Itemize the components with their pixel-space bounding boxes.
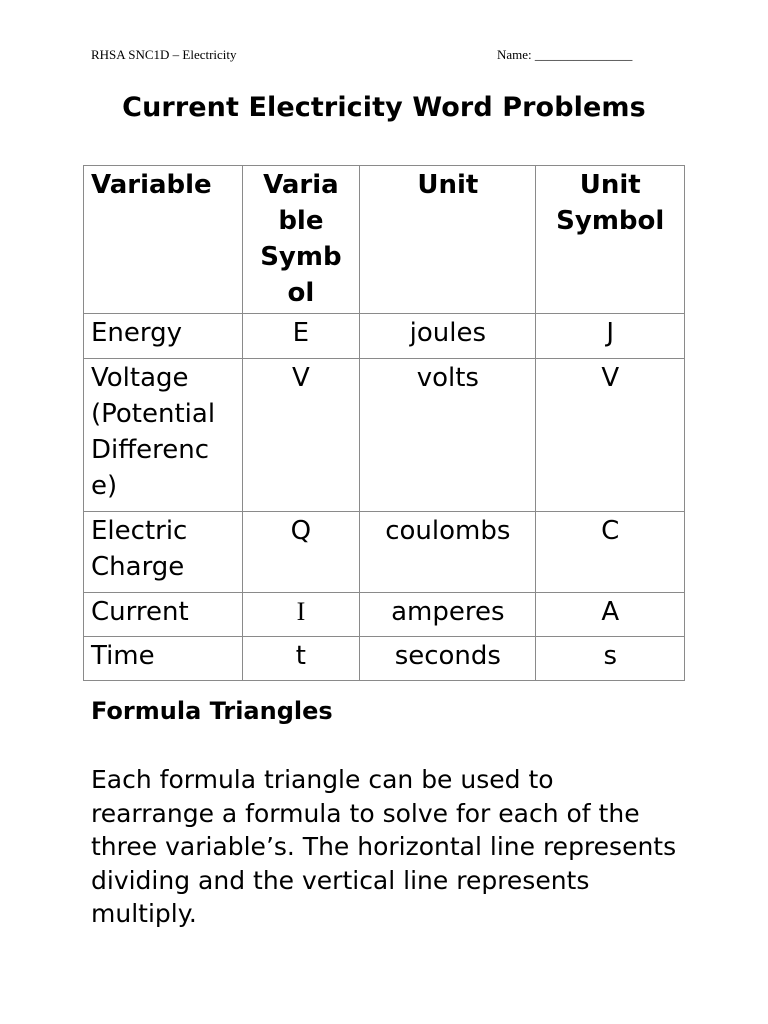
table-cell: s: [536, 637, 685, 681]
table-cell: I: [242, 593, 360, 637]
table-row: [84, 637, 685, 681]
table-cell: coulombs: [360, 512, 536, 593]
table-cell: Voltage (Potential Differenc e): [84, 359, 243, 512]
course-label: RHSA SNC1D – Electricity: [91, 47, 237, 62]
table-row: [84, 359, 685, 512]
table-cell: t: [242, 637, 360, 681]
table-cell: V: [536, 359, 685, 512]
table-cell: Energy: [84, 314, 243, 359]
table-cell: Time: [84, 637, 243, 681]
table-row: [84, 314, 685, 359]
table-cell: C: [536, 512, 685, 593]
column-header-variable-symbol: Varia ble Symb ol: [242, 166, 360, 314]
table-cell: Current: [84, 593, 243, 637]
section-paragraph: Each formula triangle can be used to rearrange a formula to solve for each of the three variable’s. The horizontal line represents dividing and the vertical line represents multiply.: [91, 765, 677, 928]
column-header-unit: Unit: [360, 166, 536, 314]
column-header-variable: Variable: [84, 166, 243, 314]
table-cell: V: [242, 359, 360, 512]
table-cell: amperes: [360, 593, 536, 637]
table-cell: Q: [242, 512, 360, 593]
page-title: Current Electricity Word Problems: [122, 92, 646, 123]
table-cell: A: [536, 593, 685, 637]
table-header-row: [84, 166, 685, 314]
table-cell: J: [536, 314, 685, 359]
section-heading: Formula Triangles: [91, 697, 333, 725]
table-cell: joules: [360, 314, 536, 359]
name-field-label: Name: _______________: [497, 47, 633, 62]
table-cell: Electric Charge: [84, 512, 243, 593]
table-cell: seconds: [360, 637, 536, 681]
column-header-unit-symbol: Unit Symbol: [536, 166, 685, 314]
table-row: [84, 593, 685, 637]
table-cell: E: [242, 314, 360, 359]
table-cell: volts: [360, 359, 536, 512]
table-row: [84, 512, 685, 593]
variables-table: [83, 165, 685, 681]
